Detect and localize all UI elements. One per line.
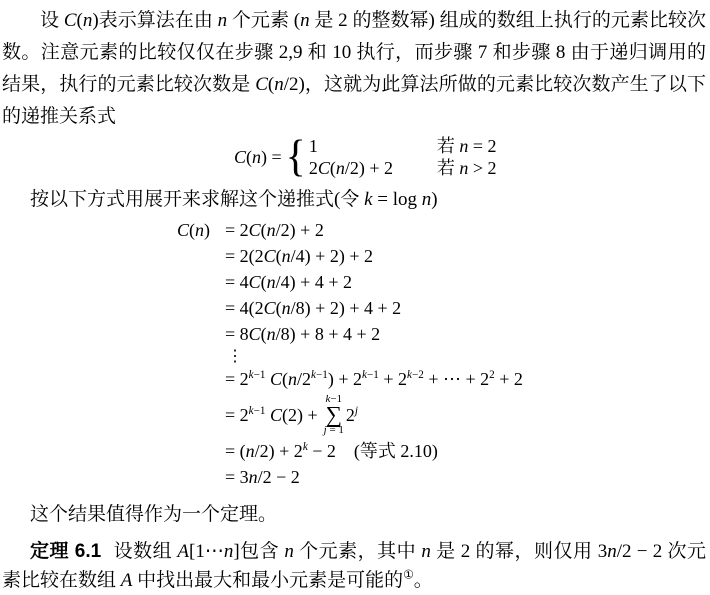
derivation-row [177, 217, 706, 243]
sum-upper-limit: k−1 [325, 393, 343, 405]
intro-paragraph: 设 C(n)表示算法在由 n 个元素 (n 是 2 的整数幂) 组成的数组上执行的元素比较次数。注意元素的比较仅仅在步骤 2,9 和 10 执行，而步骤 7 和步骤 8 由于递归调用的结果，执行的元素比较次数是 C(n/2)，这就为此算法所做的元素比较次数产生了以下的递推关系式 [2, 10, 706, 127]
derivation-step [225, 394, 358, 436]
derivation-row-eq210 [177, 438, 706, 464]
case-condition: 若 n = 2 [436, 135, 497, 156]
derivation-row [177, 321, 706, 347]
case-expression: 1 [308, 135, 318, 156]
derivation-row-final [177, 464, 706, 490]
sum-lower-limit: j = 1 [323, 424, 344, 436]
sigma-glyph: ∑ [325, 402, 342, 427]
case-row-recursive [309, 158, 497, 179]
derivation-row-sum [177, 392, 706, 438]
derivation-row [177, 269, 706, 295]
case-expression: 2C(n/2) + 2 [308, 157, 394, 178]
derivation-step: = 4C(n/4) + 4 + 2 [225, 272, 352, 292]
recurrence-lhs: C(n) = [234, 146, 282, 167]
derivation-step: = 3n/2 − 2 [225, 467, 300, 487]
vertical-ellipsis: ⋮ [227, 348, 243, 365]
closing-remark: 这个结果值得作为一个定理。 [30, 504, 278, 525]
derivation-step: = 4(2C(n/8) + 2) + 4 + 2 [225, 298, 402, 318]
sum-term: 2$^j$ [345, 405, 359, 425]
derivation-step: = $2^{k-1}$ $C(n/2^{k-1}) + 2^{k-1} + 2^{k-2}$ + ⋯ + $2^2 + 2$ [225, 369, 523, 389]
derivation-row [177, 295, 706, 321]
sum-prefix: = $2^{k-1}$ C(2) + [225, 405, 318, 425]
left-brace: { [285, 132, 306, 182]
derivation-step: = $(n/2) + 2^k - 2$ [225, 441, 336, 461]
derivation-step: = 8C(n/8) + 8 + 4 + 2 [225, 324, 381, 344]
derivation-lhs: C(n) [177, 220, 211, 240]
derivation-step: = 2(2C(n/4) + 2) + 2 [225, 246, 373, 266]
theorem-paragraph [2, 537, 706, 595]
derivation-block [177, 217, 706, 490]
case-condition: 若 n > 2 [436, 157, 497, 178]
theorem-label: 定理 6.1 [30, 541, 102, 562]
summation-symbol [324, 394, 344, 436]
recurrence-cases [309, 136, 497, 179]
recurrence-formula [234, 132, 706, 182]
case-row-base [309, 136, 497, 157]
derivation-row-general [177, 366, 706, 392]
derivation-step: = 2C(n/2) + 2 [225, 220, 324, 240]
derivation-row [177, 243, 706, 269]
equation-reference: (等式 2.10) [353, 441, 438, 461]
expansion-intro: 按以下方式用展开来求解这个递推式(令 k = log n) [30, 189, 438, 210]
theorem-statement: 设数组 A[1⋯n]包含 n 个元素，其中 n 是 2 的幂，则仅用 3n/2 − 2 次元素比较在数组 A 中找出最大和最小元素是可能的①。 [2, 541, 706, 591]
